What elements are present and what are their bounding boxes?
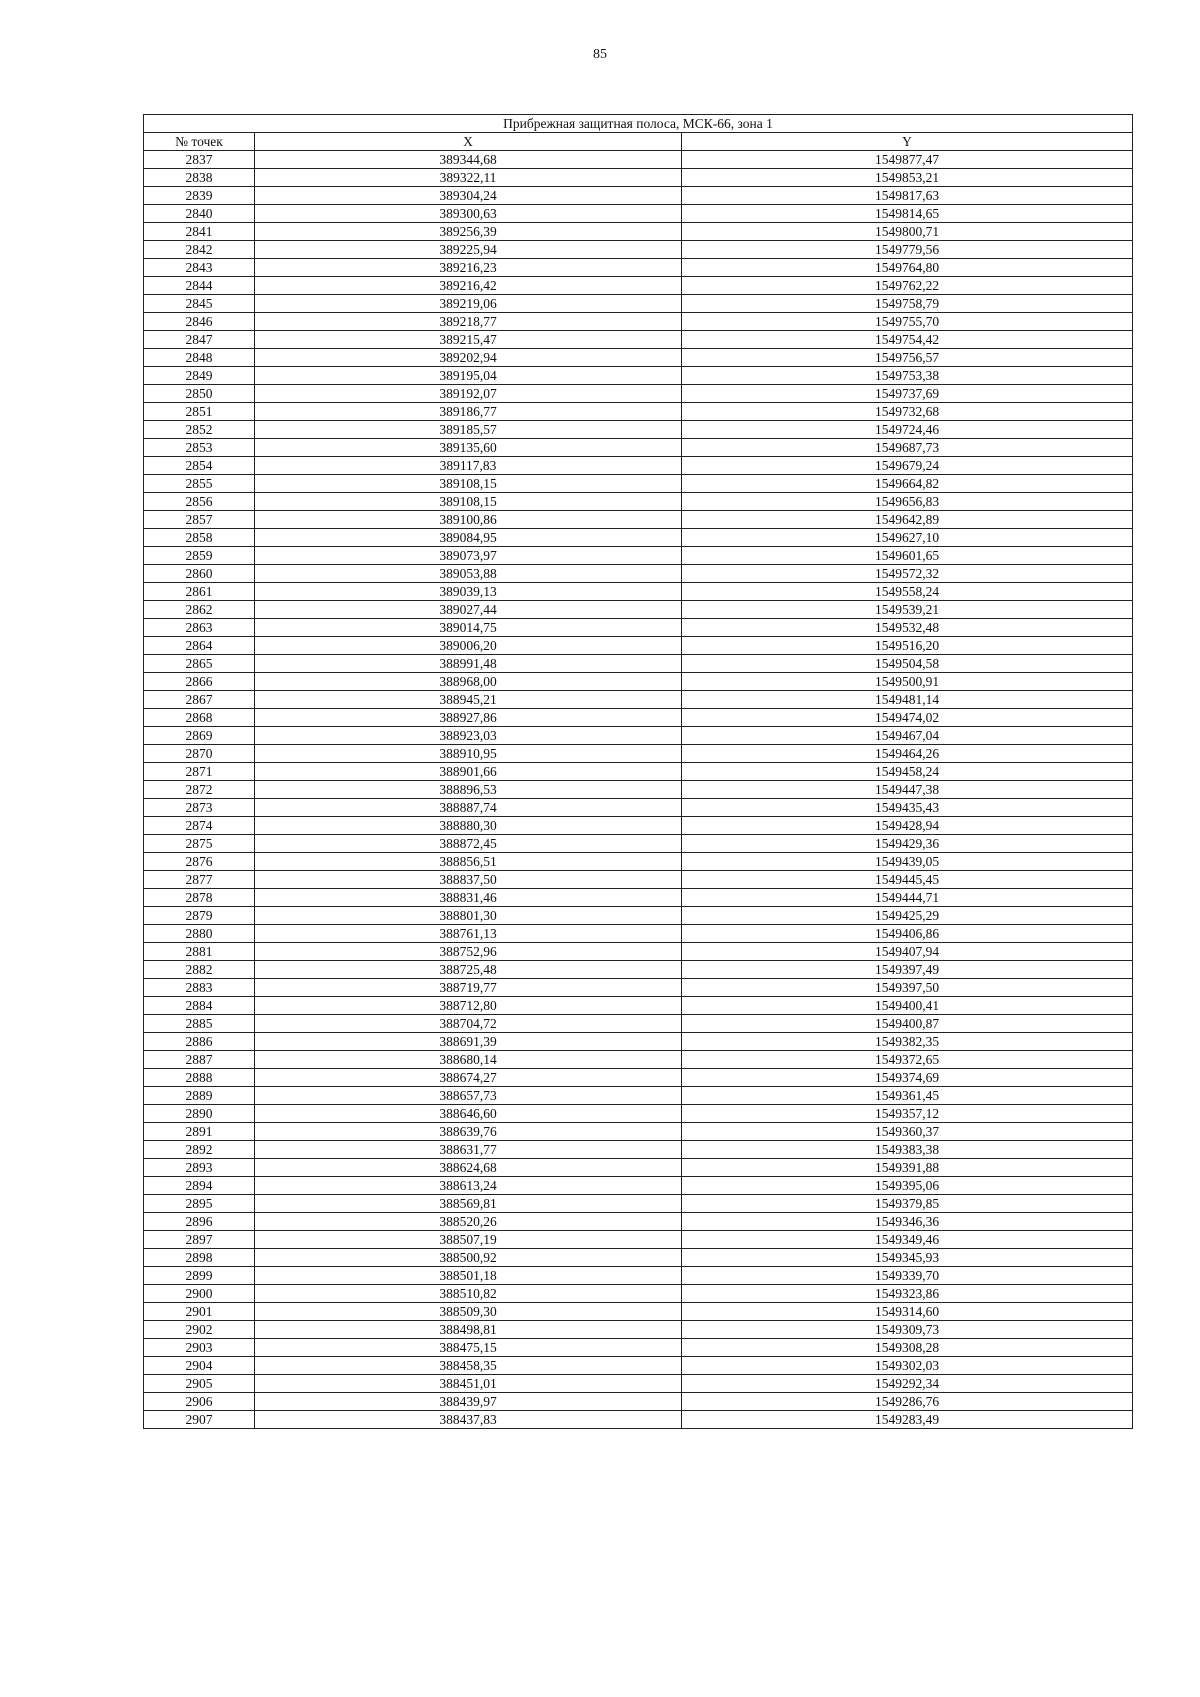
column-header-x: X xyxy=(255,133,682,151)
x-coordinate-cell: 388752,96 xyxy=(255,943,682,961)
point-number-cell: 2853 xyxy=(144,439,255,457)
x-coordinate-cell: 388498,81 xyxy=(255,1321,682,1339)
x-coordinate-cell: 389300,63 xyxy=(255,205,682,223)
y-coordinate-cell: 1549428,94 xyxy=(682,817,1133,835)
point-number-cell: 2856 xyxy=(144,493,255,511)
x-coordinate-cell: 388680,14 xyxy=(255,1051,682,1069)
table-row xyxy=(144,367,1133,385)
x-coordinate-cell: 389039,13 xyxy=(255,583,682,601)
x-coordinate-cell: 389073,97 xyxy=(255,547,682,565)
table-row xyxy=(144,439,1133,457)
table-row xyxy=(144,745,1133,763)
point-number-cell: 2840 xyxy=(144,205,255,223)
point-number-cell: 2839 xyxy=(144,187,255,205)
y-coordinate-cell: 1549361,45 xyxy=(682,1087,1133,1105)
point-number-cell: 2860 xyxy=(144,565,255,583)
x-coordinate-cell: 388510,82 xyxy=(255,1285,682,1303)
table-row xyxy=(144,1105,1133,1123)
x-coordinate-cell: 388437,83 xyxy=(255,1411,682,1429)
y-coordinate-cell: 1549756,57 xyxy=(682,349,1133,367)
y-coordinate-cell: 1549379,85 xyxy=(682,1195,1133,1213)
table-row xyxy=(144,1321,1133,1339)
y-coordinate-cell: 1549397,50 xyxy=(682,979,1133,997)
y-coordinate-cell: 1549539,21 xyxy=(682,601,1133,619)
x-coordinate-cell: 388712,80 xyxy=(255,997,682,1015)
y-coordinate-cell: 1549360,37 xyxy=(682,1123,1133,1141)
x-coordinate-cell: 388631,77 xyxy=(255,1141,682,1159)
y-coordinate-cell: 1549779,56 xyxy=(682,241,1133,259)
point-number-cell: 2869 xyxy=(144,727,255,745)
x-coordinate-cell: 388725,48 xyxy=(255,961,682,979)
x-coordinate-cell: 389053,88 xyxy=(255,565,682,583)
table-row xyxy=(144,1051,1133,1069)
x-coordinate-cell: 388439,97 xyxy=(255,1393,682,1411)
y-coordinate-cell: 1549372,65 xyxy=(682,1051,1133,1069)
point-number-cell: 2903 xyxy=(144,1339,255,1357)
table-row xyxy=(144,727,1133,745)
y-coordinate-cell: 1549558,24 xyxy=(682,583,1133,601)
table-row xyxy=(144,493,1133,511)
x-coordinate-cell: 389014,75 xyxy=(255,619,682,637)
table-row xyxy=(144,403,1133,421)
x-coordinate-cell: 389202,94 xyxy=(255,349,682,367)
y-coordinate-cell: 1549800,71 xyxy=(682,223,1133,241)
point-number-cell: 2877 xyxy=(144,871,255,889)
y-coordinate-cell: 1549656,83 xyxy=(682,493,1133,511)
x-coordinate-cell: 388500,92 xyxy=(255,1249,682,1267)
table-row xyxy=(144,781,1133,799)
x-coordinate-cell: 388801,30 xyxy=(255,907,682,925)
y-coordinate-cell: 1549400,41 xyxy=(682,997,1133,1015)
x-coordinate-cell: 389006,20 xyxy=(255,637,682,655)
y-coordinate-cell: 1549516,20 xyxy=(682,637,1133,655)
y-coordinate-cell: 1549464,26 xyxy=(682,745,1133,763)
table-caption-row xyxy=(144,115,1133,133)
x-coordinate-cell: 388872,45 xyxy=(255,835,682,853)
table-row xyxy=(144,259,1133,277)
point-number-cell: 2893 xyxy=(144,1159,255,1177)
table-row xyxy=(144,475,1133,493)
table-row xyxy=(144,889,1133,907)
table-row xyxy=(144,1231,1133,1249)
table-row xyxy=(144,853,1133,871)
y-coordinate-cell: 1549407,94 xyxy=(682,943,1133,961)
table-row xyxy=(144,169,1133,187)
table-row xyxy=(144,313,1133,331)
point-number-cell: 2898 xyxy=(144,1249,255,1267)
column-header-point-number: № точек xyxy=(144,133,255,151)
table-row xyxy=(144,1393,1133,1411)
table-row xyxy=(144,1267,1133,1285)
x-coordinate-cell: 389219,06 xyxy=(255,295,682,313)
table-row xyxy=(144,817,1133,835)
x-coordinate-cell: 388624,68 xyxy=(255,1159,682,1177)
x-coordinate-cell: 389192,07 xyxy=(255,385,682,403)
y-coordinate-cell: 1549346,36 xyxy=(682,1213,1133,1231)
point-number-cell: 2844 xyxy=(144,277,255,295)
y-coordinate-cell: 1549737,69 xyxy=(682,385,1133,403)
point-number-cell: 2890 xyxy=(144,1105,255,1123)
x-coordinate-cell: 389108,15 xyxy=(255,475,682,493)
table-row xyxy=(144,1033,1133,1051)
point-number-cell: 2894 xyxy=(144,1177,255,1195)
y-coordinate-cell: 1549753,38 xyxy=(682,367,1133,385)
table-row xyxy=(144,1285,1133,1303)
table-row xyxy=(144,1195,1133,1213)
y-coordinate-cell: 1549439,05 xyxy=(682,853,1133,871)
x-coordinate-cell: 388704,72 xyxy=(255,1015,682,1033)
x-coordinate-cell: 388910,95 xyxy=(255,745,682,763)
table-row xyxy=(144,1411,1133,1429)
table-row xyxy=(144,655,1133,673)
x-coordinate-cell: 388569,81 xyxy=(255,1195,682,1213)
point-number-cell: 2850 xyxy=(144,385,255,403)
table-row xyxy=(144,871,1133,889)
table-row xyxy=(144,907,1133,925)
x-coordinate-cell: 388837,50 xyxy=(255,871,682,889)
y-coordinate-cell: 1549323,86 xyxy=(682,1285,1133,1303)
y-coordinate-cell: 1549755,70 xyxy=(682,313,1133,331)
y-coordinate-cell: 1549374,69 xyxy=(682,1069,1133,1087)
point-number-cell: 2882 xyxy=(144,961,255,979)
point-number-cell: 2876 xyxy=(144,853,255,871)
y-coordinate-cell: 1549357,12 xyxy=(682,1105,1133,1123)
x-coordinate-cell: 389195,04 xyxy=(255,367,682,385)
y-coordinate-cell: 1549814,65 xyxy=(682,205,1133,223)
point-number-cell: 2901 xyxy=(144,1303,255,1321)
point-number-cell: 2875 xyxy=(144,835,255,853)
x-coordinate-cell: 389215,47 xyxy=(255,331,682,349)
y-coordinate-cell: 1549642,89 xyxy=(682,511,1133,529)
point-number-cell: 2865 xyxy=(144,655,255,673)
point-number-cell: 2897 xyxy=(144,1231,255,1249)
x-coordinate-cell: 389100,86 xyxy=(255,511,682,529)
x-coordinate-cell: 389117,83 xyxy=(255,457,682,475)
x-coordinate-cell: 388674,27 xyxy=(255,1069,682,1087)
x-coordinate-cell: 389135,60 xyxy=(255,439,682,457)
table-row xyxy=(144,529,1133,547)
point-number-cell: 2851 xyxy=(144,403,255,421)
table-row xyxy=(144,421,1133,439)
x-coordinate-cell: 389322,11 xyxy=(255,169,682,187)
point-number-cell: 2843 xyxy=(144,259,255,277)
y-coordinate-cell: 1549425,29 xyxy=(682,907,1133,925)
point-number-cell: 2886 xyxy=(144,1033,255,1051)
point-number-cell: 2899 xyxy=(144,1267,255,1285)
point-number-cell: 2870 xyxy=(144,745,255,763)
point-number-cell: 2852 xyxy=(144,421,255,439)
table-row xyxy=(144,709,1133,727)
point-number-cell: 2866 xyxy=(144,673,255,691)
y-coordinate-cell: 1549349,46 xyxy=(682,1231,1133,1249)
point-number-cell: 2889 xyxy=(144,1087,255,1105)
y-coordinate-cell: 1549467,04 xyxy=(682,727,1133,745)
table-row xyxy=(144,1123,1133,1141)
table-header-row xyxy=(144,133,1133,151)
y-coordinate-cell: 1549853,21 xyxy=(682,169,1133,187)
point-number-cell: 2862 xyxy=(144,601,255,619)
coordinates-table xyxy=(143,114,1133,1429)
y-coordinate-cell: 1549532,48 xyxy=(682,619,1133,637)
y-coordinate-cell: 1549429,36 xyxy=(682,835,1133,853)
point-number-cell: 2849 xyxy=(144,367,255,385)
table-row xyxy=(144,925,1133,943)
point-number-cell: 2871 xyxy=(144,763,255,781)
point-number-cell: 2884 xyxy=(144,997,255,1015)
point-number-cell: 2861 xyxy=(144,583,255,601)
table-row xyxy=(144,565,1133,583)
table-row xyxy=(144,835,1133,853)
point-number-cell: 2864 xyxy=(144,637,255,655)
table-row xyxy=(144,943,1133,961)
table-row xyxy=(144,1141,1133,1159)
x-coordinate-cell: 388887,74 xyxy=(255,799,682,817)
y-coordinate-cell: 1549308,28 xyxy=(682,1339,1133,1357)
x-coordinate-cell: 389225,94 xyxy=(255,241,682,259)
point-number-cell: 2854 xyxy=(144,457,255,475)
table-row xyxy=(144,1339,1133,1357)
column-header-y: Y xyxy=(682,133,1133,151)
point-number-cell: 2863 xyxy=(144,619,255,637)
y-coordinate-cell: 1549877,47 xyxy=(682,151,1133,169)
y-coordinate-cell: 1549764,80 xyxy=(682,259,1133,277)
x-coordinate-cell: 388691,39 xyxy=(255,1033,682,1051)
table-row xyxy=(144,331,1133,349)
table-row xyxy=(144,241,1133,259)
table-row xyxy=(144,1357,1133,1375)
y-coordinate-cell: 1549458,24 xyxy=(682,763,1133,781)
point-number-cell: 2858 xyxy=(144,529,255,547)
point-number-cell: 2874 xyxy=(144,817,255,835)
y-coordinate-cell: 1549601,65 xyxy=(682,547,1133,565)
x-coordinate-cell: 388896,53 xyxy=(255,781,682,799)
table-row xyxy=(144,799,1133,817)
y-coordinate-cell: 1549314,60 xyxy=(682,1303,1133,1321)
point-number-cell: 2868 xyxy=(144,709,255,727)
point-number-cell: 2878 xyxy=(144,889,255,907)
point-number-cell: 2846 xyxy=(144,313,255,331)
point-number-cell: 2904 xyxy=(144,1357,255,1375)
y-coordinate-cell: 1549447,38 xyxy=(682,781,1133,799)
table-row xyxy=(144,997,1133,1015)
point-number-cell: 2881 xyxy=(144,943,255,961)
point-number-cell: 2888 xyxy=(144,1069,255,1087)
x-coordinate-cell: 388657,73 xyxy=(255,1087,682,1105)
y-coordinate-cell: 1549474,02 xyxy=(682,709,1133,727)
x-coordinate-cell: 389027,44 xyxy=(255,601,682,619)
y-coordinate-cell: 1549572,32 xyxy=(682,565,1133,583)
table-row xyxy=(144,961,1133,979)
x-coordinate-cell: 388646,60 xyxy=(255,1105,682,1123)
y-coordinate-cell: 1549292,34 xyxy=(682,1375,1133,1393)
point-number-cell: 2892 xyxy=(144,1141,255,1159)
x-coordinate-cell: 389344,68 xyxy=(255,151,682,169)
point-number-cell: 2859 xyxy=(144,547,255,565)
x-coordinate-cell: 388613,24 xyxy=(255,1177,682,1195)
point-number-cell: 2867 xyxy=(144,691,255,709)
point-number-cell: 2847 xyxy=(144,331,255,349)
table-row xyxy=(144,277,1133,295)
x-coordinate-cell: 388991,48 xyxy=(255,655,682,673)
x-coordinate-cell: 388968,00 xyxy=(255,673,682,691)
table-row xyxy=(144,601,1133,619)
point-number-cell: 2887 xyxy=(144,1051,255,1069)
table-row xyxy=(144,1303,1133,1321)
point-number-cell: 2900 xyxy=(144,1285,255,1303)
x-coordinate-cell: 388507,19 xyxy=(255,1231,682,1249)
point-number-cell: 2873 xyxy=(144,799,255,817)
table-row xyxy=(144,1177,1133,1195)
table-caption: Прибрежная защитная полоса, МСК-66, зона 1 xyxy=(144,115,1133,133)
x-coordinate-cell: 389216,42 xyxy=(255,277,682,295)
y-coordinate-cell: 1549397,49 xyxy=(682,961,1133,979)
table-row xyxy=(144,1159,1133,1177)
table-row xyxy=(144,1015,1133,1033)
point-number-cell: 2842 xyxy=(144,241,255,259)
table-row xyxy=(144,763,1133,781)
table-row xyxy=(144,385,1133,403)
x-coordinate-cell: 389084,95 xyxy=(255,529,682,547)
x-coordinate-cell: 389108,15 xyxy=(255,493,682,511)
y-coordinate-cell: 1549400,87 xyxy=(682,1015,1133,1033)
x-coordinate-cell: 388639,76 xyxy=(255,1123,682,1141)
table-row xyxy=(144,691,1133,709)
table-body xyxy=(144,151,1133,1429)
table-row xyxy=(144,583,1133,601)
x-coordinate-cell: 388901,66 xyxy=(255,763,682,781)
x-coordinate-cell: 388501,18 xyxy=(255,1267,682,1285)
x-coordinate-cell: 388923,03 xyxy=(255,727,682,745)
y-coordinate-cell: 1549762,22 xyxy=(682,277,1133,295)
y-coordinate-cell: 1549444,71 xyxy=(682,889,1133,907)
x-coordinate-cell: 388945,21 xyxy=(255,691,682,709)
table-row xyxy=(144,187,1133,205)
x-coordinate-cell: 388880,30 xyxy=(255,817,682,835)
table-row xyxy=(144,457,1133,475)
point-number-cell: 2885 xyxy=(144,1015,255,1033)
x-coordinate-cell: 389256,39 xyxy=(255,223,682,241)
point-number-cell: 2905 xyxy=(144,1375,255,1393)
table-row xyxy=(144,1375,1133,1393)
y-coordinate-cell: 1549758,79 xyxy=(682,295,1133,313)
y-coordinate-cell: 1549445,45 xyxy=(682,871,1133,889)
y-coordinate-cell: 1549732,68 xyxy=(682,403,1133,421)
y-coordinate-cell: 1549504,58 xyxy=(682,655,1133,673)
x-coordinate-cell: 389216,23 xyxy=(255,259,682,277)
point-number-cell: 2872 xyxy=(144,781,255,799)
y-coordinate-cell: 1549383,38 xyxy=(682,1141,1133,1159)
point-number-cell: 2906 xyxy=(144,1393,255,1411)
y-coordinate-cell: 1549382,35 xyxy=(682,1033,1133,1051)
y-coordinate-cell: 1549687,73 xyxy=(682,439,1133,457)
point-number-cell: 2883 xyxy=(144,979,255,997)
x-coordinate-cell: 388509,30 xyxy=(255,1303,682,1321)
y-coordinate-cell: 1549724,46 xyxy=(682,421,1133,439)
table-row xyxy=(144,637,1133,655)
y-coordinate-cell: 1549627,10 xyxy=(682,529,1133,547)
x-coordinate-cell: 388831,46 xyxy=(255,889,682,907)
table-row xyxy=(144,547,1133,565)
y-coordinate-cell: 1549500,91 xyxy=(682,673,1133,691)
x-coordinate-cell: 389185,57 xyxy=(255,421,682,439)
y-coordinate-cell: 1549339,70 xyxy=(682,1267,1133,1285)
point-number-cell: 2841 xyxy=(144,223,255,241)
table-row xyxy=(144,151,1133,169)
table-row xyxy=(144,349,1133,367)
point-number-cell: 2902 xyxy=(144,1321,255,1339)
point-number-cell: 2855 xyxy=(144,475,255,493)
x-coordinate-cell: 388719,77 xyxy=(255,979,682,997)
table-row xyxy=(144,673,1133,691)
x-coordinate-cell: 388520,26 xyxy=(255,1213,682,1231)
y-coordinate-cell: 1549309,73 xyxy=(682,1321,1133,1339)
y-coordinate-cell: 1549286,76 xyxy=(682,1393,1133,1411)
x-coordinate-cell: 388761,13 xyxy=(255,925,682,943)
point-number-cell: 2857 xyxy=(144,511,255,529)
x-coordinate-cell: 389186,77 xyxy=(255,403,682,421)
y-coordinate-cell: 1549391,88 xyxy=(682,1159,1133,1177)
point-number-cell: 2880 xyxy=(144,925,255,943)
y-coordinate-cell: 1549817,63 xyxy=(682,187,1133,205)
x-coordinate-cell: 388475,15 xyxy=(255,1339,682,1357)
y-coordinate-cell: 1549679,24 xyxy=(682,457,1133,475)
point-number-cell: 2879 xyxy=(144,907,255,925)
table-row xyxy=(144,223,1133,241)
y-coordinate-cell: 1549406,86 xyxy=(682,925,1133,943)
point-number-cell: 2837 xyxy=(144,151,255,169)
table-row xyxy=(144,619,1133,637)
x-coordinate-cell: 389304,24 xyxy=(255,187,682,205)
x-coordinate-cell: 388856,51 xyxy=(255,853,682,871)
x-coordinate-cell: 388927,86 xyxy=(255,709,682,727)
point-number-cell: 2895 xyxy=(144,1195,255,1213)
point-number-cell: 2848 xyxy=(144,349,255,367)
x-coordinate-cell: 388451,01 xyxy=(255,1375,682,1393)
y-coordinate-cell: 1549754,42 xyxy=(682,331,1133,349)
point-number-cell: 2838 xyxy=(144,169,255,187)
table-row xyxy=(144,979,1133,997)
y-coordinate-cell: 1549345,93 xyxy=(682,1249,1133,1267)
y-coordinate-cell: 1549481,14 xyxy=(682,691,1133,709)
y-coordinate-cell: 1549664,82 xyxy=(682,475,1133,493)
table-row xyxy=(144,1213,1133,1231)
point-number-cell: 2891 xyxy=(144,1123,255,1141)
table-row xyxy=(144,1069,1133,1087)
y-coordinate-cell: 1549435,43 xyxy=(682,799,1133,817)
point-number-cell: 2907 xyxy=(144,1411,255,1429)
page-number: 85 xyxy=(593,47,607,62)
y-coordinate-cell: 1549395,06 xyxy=(682,1177,1133,1195)
table-row xyxy=(144,295,1133,313)
table-row xyxy=(144,1087,1133,1105)
x-coordinate-cell: 389218,77 xyxy=(255,313,682,331)
point-number-cell: 2896 xyxy=(144,1213,255,1231)
table-row xyxy=(144,205,1133,223)
table-row xyxy=(144,511,1133,529)
y-coordinate-cell: 1549283,49 xyxy=(682,1411,1133,1429)
y-coordinate-cell: 1549302,03 xyxy=(682,1357,1133,1375)
table-row xyxy=(144,1249,1133,1267)
point-number-cell: 2845 xyxy=(144,295,255,313)
x-coordinate-cell: 388458,35 xyxy=(255,1357,682,1375)
